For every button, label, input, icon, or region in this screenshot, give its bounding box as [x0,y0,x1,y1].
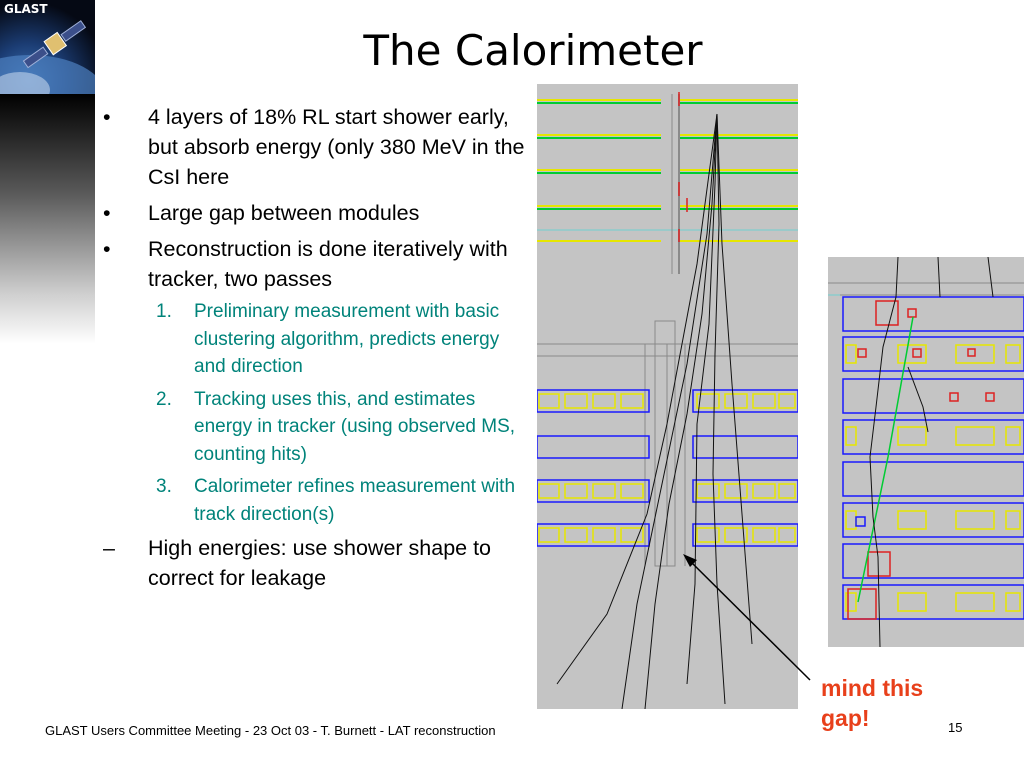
step-text: Preliminary measurement with basic clustering algorithm, predicts energy and direction [194,301,500,377]
step-text: Calorimeter refines measurement with track direction(s) [194,476,516,525]
calorimeter-zoom-view [828,257,1024,647]
dash-text: High energies: use shower shape to correct for leakage [148,536,492,590]
step-number: 2. [156,388,172,410]
bullet-marker: • [103,237,111,261]
bullet-text: Reconstruction is done iteratively with tracker, two passes [148,237,508,291]
bullet-marker: • [103,105,111,129]
dash-item [103,533,528,593]
footer-text: GLAST Users Committee Meeting - 23 Oct 03 - T. Burnett - LAT reconstruction [45,723,496,738]
slide-title: The Calorimeter [363,26,703,75]
dash-marker: – [103,536,115,560]
step-number: 3. [156,476,172,497]
step-text: Tracking uses this, and estimates energy in tracker (using observed MS, counting hits) [194,388,516,465]
logo-text: GLAST [4,2,48,16]
step-item [103,298,528,381]
bullet-item [103,234,528,294]
page-number: 15 [948,720,963,735]
step-number: 1. [156,301,172,322]
callout-line: mind this [821,675,924,701]
sidebar-gradient [0,94,95,344]
detector-event-display [537,84,798,709]
callout-text [821,673,923,733]
step-item [103,386,528,469]
bullet-marker: • [103,201,111,225]
bullet-list [103,102,528,593]
bullet-text: Large gap between modules [148,201,420,225]
bullet-item [103,198,528,228]
bullet-item [103,102,528,192]
callout-line: gap! [821,705,870,731]
bullet-text: 4 layers of 18% RL start shower early, but absorb energy (only 380 MeV in the CsI here [148,105,525,189]
step-item [103,473,528,528]
